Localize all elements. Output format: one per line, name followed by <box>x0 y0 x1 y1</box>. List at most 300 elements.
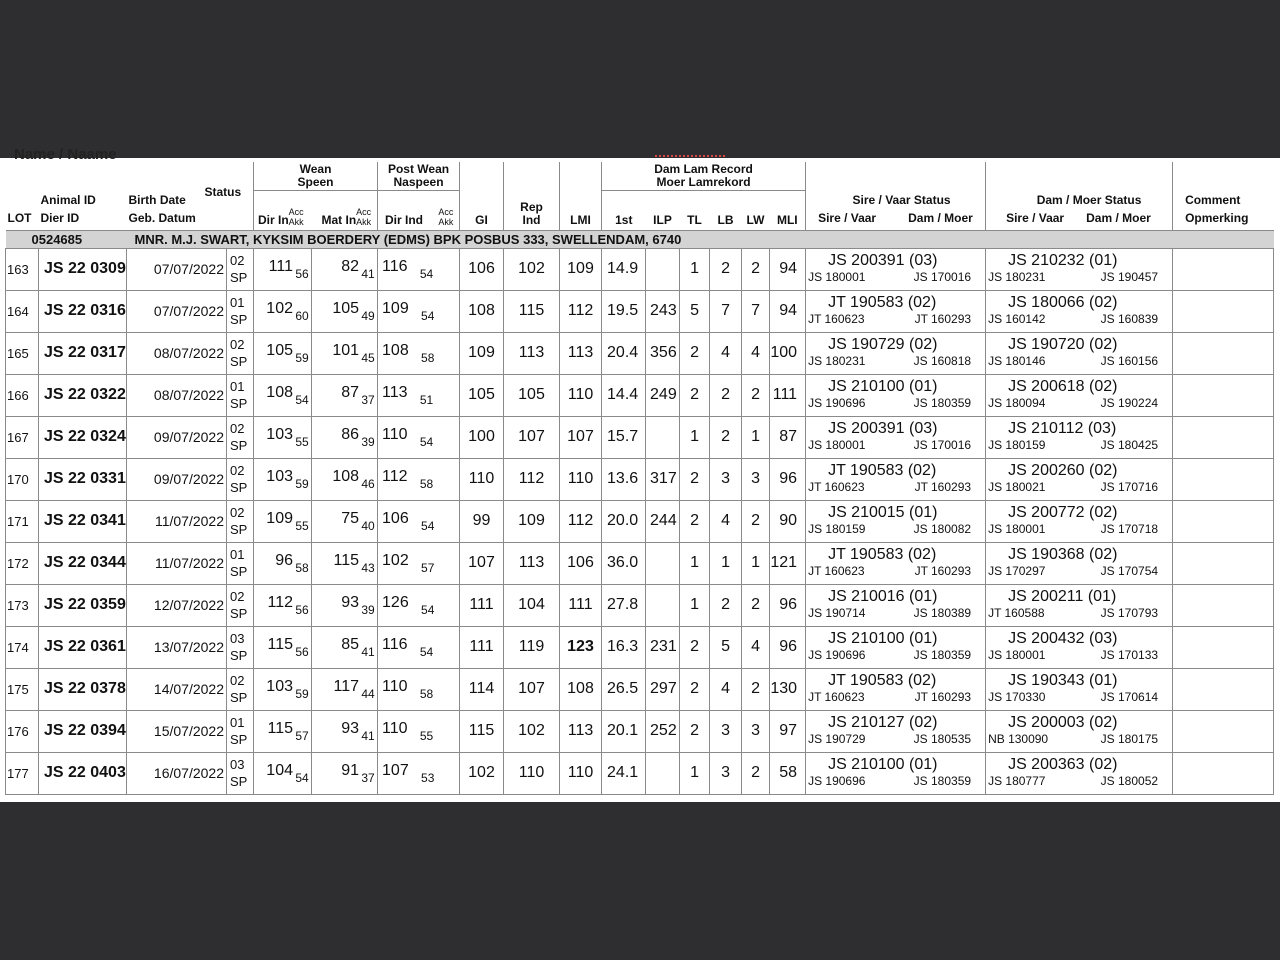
table-row <box>6 626 1274 668</box>
lmi-value: 112 <box>560 290 602 332</box>
dam-sire: JT 160588 <box>988 606 1045 620</box>
opmerking-header: Opmerking <box>1185 210 1249 225</box>
dam-tl: 2 <box>680 374 710 416</box>
speen-header: Speen <box>297 175 334 189</box>
comment-cell <box>1173 374 1274 416</box>
dam-pedigree <box>986 416 1173 458</box>
rep-ind-value: 115 <box>504 290 560 332</box>
dam-tl: 2 <box>680 332 710 374</box>
animal-id: JS 22 0317 <box>39 332 127 374</box>
post-wean-dir-ind: 116 54 <box>378 626 460 668</box>
dam-lw: 2 <box>742 374 770 416</box>
dam-dam: JS 170754 <box>1100 564 1159 578</box>
dam-pedigree <box>986 668 1173 710</box>
post-wean-dir-ind: 110 54 <box>378 416 460 458</box>
sire-dam: JT 160293 <box>914 312 972 326</box>
header-row-1 <box>6 162 1274 191</box>
dam-first: 19.5 <box>602 290 646 332</box>
comment-cell <box>1173 332 1274 374</box>
owner-code: 0524685 <box>6 230 127 248</box>
sire-pedigree <box>806 416 986 458</box>
dam-ilp <box>646 752 680 794</box>
dam-sire: JS 180159 <box>988 438 1046 452</box>
comment-cell <box>1173 710 1274 752</box>
dir-in-header: Dir In <box>258 212 289 227</box>
dam-first: 20.4 <box>602 332 646 374</box>
gi-header: GI <box>460 191 504 231</box>
gi-value: 108 <box>460 290 504 332</box>
dam-tl: 2 <box>680 710 710 752</box>
gi-value: 106 <box>460 248 504 290</box>
dam-status: JS 200363 (02) <box>1008 756 1118 773</box>
comment-cell <box>1173 248 1274 290</box>
dam-dam: JS 190457 <box>1100 270 1159 284</box>
dam-sire: JS 160142 <box>988 312 1046 326</box>
sire-status: JT 190583 (02) <box>828 672 937 689</box>
dam-status: JS 200772 (02) <box>1008 504 1118 521</box>
dam-mli: 58 <box>770 752 806 794</box>
sire-status-header: Sire / Vaar Status <box>852 192 951 207</box>
dam-mli: 111 <box>770 374 806 416</box>
dam-first: 20.1 <box>602 710 646 752</box>
sire-sire: JT 160623 <box>808 480 865 494</box>
comment-header: Comment <box>1185 192 1241 207</box>
dam-lb: 2 <box>710 248 742 290</box>
sire-pedigree <box>806 542 986 584</box>
dam-lam-record-header: Dam Lam Record <box>654 162 753 176</box>
status: 01 SP <box>227 374 254 416</box>
status: 02 SP <box>227 668 254 710</box>
birth-date-header: Birth Date <box>128 192 186 207</box>
sire-dam: JS 180359 <box>913 396 972 410</box>
wean-mat-in: 115 43 <box>312 542 378 584</box>
comment-cell <box>1173 290 1274 332</box>
wean-mat-in: 93 39 <box>312 584 378 626</box>
dam-dam: JS 180052 <box>1100 774 1159 788</box>
post-wean-dir-ind: 113 51 <box>378 374 460 416</box>
dam-status: JS 210232 (01) <box>1008 252 1118 269</box>
wean-mat-in: 75 40 <box>312 500 378 542</box>
dam-first: 14.9 <box>602 248 646 290</box>
dam-lw: 3 <box>742 710 770 752</box>
lmi-value: 111 <box>560 584 602 626</box>
wean-mat-in: 108 46 <box>312 458 378 500</box>
lot-number: 163 <box>6 248 39 290</box>
dam-lw: 4 <box>742 626 770 668</box>
lmi-value: 113 <box>560 710 602 752</box>
dam-sire: JS 180001 <box>988 522 1046 536</box>
gi-value: 109 <box>460 332 504 374</box>
dam-status: JS 190343 (01) <box>1008 672 1118 689</box>
table-row <box>6 710 1274 752</box>
table-row <box>6 542 1274 584</box>
dam-dam: JS 180425 <box>1100 438 1159 452</box>
wean-dir-in: 104 54 <box>254 752 312 794</box>
dam-lb: 2 <box>710 416 742 458</box>
birth-date: 16/07/2022 <box>127 752 227 794</box>
comment-cell <box>1173 752 1274 794</box>
rep-ind-value: 110 <box>504 752 560 794</box>
comment-cell <box>1173 668 1274 710</box>
wean-dir-in: 111 56 <box>254 248 312 290</box>
sire-dam: JT 160293 <box>914 690 972 704</box>
dam-sire: JS 180146 <box>988 354 1046 368</box>
dam-lb: 3 <box>710 710 742 752</box>
wean-mat-in: 87 37 <box>312 374 378 416</box>
dam-dam: JS 170718 <box>1100 522 1159 536</box>
post-wean-dir-ind: 112 58 <box>378 458 460 500</box>
lot-number: 177 <box>6 752 39 794</box>
sire-dam: JS 160818 <box>913 354 972 368</box>
post-wean-dir-ind: 107 53 <box>378 752 460 794</box>
dam-sire: NB 130090 <box>988 732 1049 746</box>
comment-cell <box>1173 458 1274 500</box>
sire-pedigree <box>806 374 986 416</box>
wean-dir-in: 115 56 <box>254 626 312 668</box>
rep-ind-value: 113 <box>504 542 560 584</box>
dam-ilp <box>646 248 680 290</box>
sire-status: JT 190583 (02) <box>828 462 937 479</box>
wean-dir-in: 103 59 <box>254 668 312 710</box>
dam-sire: JS 180001 <box>988 648 1046 662</box>
post-wean-dir-ind: 110 58 <box>378 668 460 710</box>
dam-pedigree <box>986 332 1173 374</box>
sire-sire: JT 160623 <box>808 312 865 326</box>
dam-pedigree <box>986 752 1173 794</box>
gi-value: 111 <box>460 584 504 626</box>
owner-row <box>6 230 1274 248</box>
birth-date: 09/07/2022 <box>127 416 227 458</box>
animal-id: JS 22 0378 <box>39 668 127 710</box>
table-row <box>6 248 1274 290</box>
dam-lw: 1 <box>742 416 770 458</box>
dam-status: JS 190368 (02) <box>1008 546 1118 563</box>
status: 03 SP <box>227 752 254 794</box>
dam-lw: 2 <box>742 584 770 626</box>
status: 01 SP <box>227 542 254 584</box>
wean-dir-in: 96 58 <box>254 542 312 584</box>
dam-mli: 90 <box>770 500 806 542</box>
birth-date: 07/07/2022 <box>127 290 227 332</box>
dam-tl: 1 <box>680 542 710 584</box>
birth-date: 08/07/2022 <box>127 374 227 416</box>
ilp-header: ILP <box>653 212 672 227</box>
sire-status: JS 210100 (01) <box>828 378 938 395</box>
owner-name: MNR. M.J. SWART, KYKSIM BOERDERY (EDMS) BPK POSBUS 333, SWELLENDAM, 6740 <box>127 230 1274 248</box>
dam-pedigree <box>986 542 1173 584</box>
dam-lw: 2 <box>742 248 770 290</box>
dam-first: 24.1 <box>602 752 646 794</box>
wean-dir-in: 103 59 <box>254 458 312 500</box>
gi-value: 111 <box>460 626 504 668</box>
wean-mat-in: 86 39 <box>312 416 378 458</box>
gi-value: 107 <box>460 542 504 584</box>
lot-number: 166 <box>6 374 39 416</box>
dam-pedigree <box>986 290 1173 332</box>
table-row <box>6 458 1274 500</box>
birth-date: 09/07/2022 <box>127 458 227 500</box>
dam-pedigree <box>986 248 1173 290</box>
table-row <box>6 374 1274 416</box>
birth-date: 08/07/2022 <box>127 332 227 374</box>
mat-in-header: Mat In <box>321 212 357 227</box>
sire-pedigree <box>806 668 986 710</box>
wean-dir-in: 102 60 <box>254 290 312 332</box>
sire-pedigree <box>806 458 986 500</box>
dam-lb: 4 <box>710 332 742 374</box>
catalogue-page <box>0 146 1280 802</box>
clipped-heading: Name / Naame <box>14 146 117 163</box>
dam-status: JS 200260 (02) <box>1008 462 1118 479</box>
lw-header: LW <box>746 212 765 227</box>
post-wean-dir-ind: 109 54 <box>378 290 460 332</box>
sire-dam: JS 180082 <box>913 522 972 536</box>
sire-pedigree <box>806 248 986 290</box>
sire-sire: JS 180001 <box>808 270 866 284</box>
dam-status: JS 180066 (02) <box>1008 294 1118 311</box>
dam-tl: 2 <box>680 500 710 542</box>
dam-dam: JS 180175 <box>1100 732 1159 746</box>
dam-dam: JS 170133 <box>1100 648 1159 662</box>
dam-mli: 96 <box>770 458 806 500</box>
dam-mli: 94 <box>770 290 806 332</box>
dam-ilp <box>646 416 680 458</box>
dam-ilp <box>646 542 680 584</box>
table-row <box>6 668 1274 710</box>
dam-mli: 121 <box>770 542 806 584</box>
wean-mat-in: 105 49 <box>312 290 378 332</box>
dam-sire: JS 180777 <box>988 774 1046 788</box>
status-header: Status <box>204 184 242 199</box>
lot-number: 165 <box>6 332 39 374</box>
rep-ind-value: 107 <box>504 416 560 458</box>
dam-first: 20.0 <box>602 500 646 542</box>
dam-status: JS 210112 (03) <box>1008 420 1117 437</box>
lmi-value: 106 <box>560 542 602 584</box>
lot-number: 175 <box>6 668 39 710</box>
gi-value: 100 <box>460 416 504 458</box>
rep-header: Rep <box>520 199 543 214</box>
dam-dam: JS 170716 <box>1100 480 1159 494</box>
table-row <box>6 332 1274 374</box>
dam-first: 16.3 <box>602 626 646 668</box>
table-row <box>6 584 1274 626</box>
dam-mli: 97 <box>770 710 806 752</box>
lmi-header: LMI <box>560 191 602 231</box>
sire-sire: JS 190696 <box>808 774 866 788</box>
lot-number: 172 <box>6 542 39 584</box>
sire-status: JS 210016 (01) <box>828 588 938 605</box>
animal-id: JS 22 0361 <box>39 626 127 668</box>
dam-ilp: 231 <box>646 626 680 668</box>
dam-tl: 1 <box>680 248 710 290</box>
lmi-value: 110 <box>560 458 602 500</box>
dam-lb: 2 <box>710 584 742 626</box>
dam-lb: 2 <box>710 374 742 416</box>
moer-lamrekord-header: Moer Lamrekord <box>656 175 751 189</box>
gi-value: 114 <box>460 668 504 710</box>
sire-status: JT 190583 (02) <box>828 294 937 311</box>
dam-sire: JS 170330 <box>988 690 1046 704</box>
animal-rows <box>6 248 1274 794</box>
wean-mat-in: 93 41 <box>312 710 378 752</box>
animal-id: JS 22 0394 <box>39 710 127 752</box>
sire-sire: JS 190696 <box>808 648 866 662</box>
gi-value: 102 <box>460 752 504 794</box>
sire-pedigree <box>806 710 986 752</box>
dam-status: JS 190720 (02) <box>1008 336 1118 353</box>
comment-cell <box>1173 626 1274 668</box>
gi-value: 110 <box>460 458 504 500</box>
sire-dam: JS 180389 <box>913 606 972 620</box>
dam-pedigree <box>986 710 1173 752</box>
dam-lb: 5 <box>710 626 742 668</box>
birth-date: 12/07/2022 <box>127 584 227 626</box>
dam-ilp: 243 <box>646 290 680 332</box>
lb-header: LB <box>717 212 734 227</box>
comment-cell <box>1173 500 1274 542</box>
rep-ind-value: 107 <box>504 668 560 710</box>
lot-table <box>5 162 1274 795</box>
sire-vaar-header: Sire / Vaar <box>818 210 877 225</box>
birth-date: 15/07/2022 <box>127 710 227 752</box>
wean-dir-in: 105 59 <box>254 332 312 374</box>
naspeen-header: Naspeen <box>393 175 444 189</box>
dam-sire: JS 180021 <box>988 480 1046 494</box>
dam-first: 26.5 <box>602 668 646 710</box>
sire-status: JS 190729 (02) <box>828 336 938 353</box>
wean-dir-in: 115 57 <box>254 710 312 752</box>
lot-header: LOT <box>7 210 32 225</box>
dam-pedigree <box>986 500 1173 542</box>
sire-dam: JS 180359 <box>913 774 972 788</box>
wean-dir-in: 109 55 <box>254 500 312 542</box>
dam-lb: 1 <box>710 542 742 584</box>
dam-lw: 2 <box>742 668 770 710</box>
dam-lb: 3 <box>710 458 742 500</box>
wean-mat-in: 82 41 <box>312 248 378 290</box>
dam-pedigree <box>986 584 1173 626</box>
status: 01 SP <box>227 710 254 752</box>
dam-tl: 2 <box>680 458 710 500</box>
dam-ilp: 252 <box>646 710 680 752</box>
post-wean-dir-ind: 102 57 <box>378 542 460 584</box>
status: 02 SP <box>227 248 254 290</box>
lot-number: 174 <box>6 626 39 668</box>
dam-tl: 5 <box>680 290 710 332</box>
comment-cell <box>1173 584 1274 626</box>
sire-status: JS 200391 (03) <box>828 420 938 437</box>
dam-status: JS 200618 (02) <box>1008 378 1118 395</box>
dam-first: 13.6 <box>602 458 646 500</box>
wean-dir-in: 112 56 <box>254 584 312 626</box>
dam-status: JS 200211 (01) <box>1008 588 1117 605</box>
dam-mli: 94 <box>770 248 806 290</box>
status: 02 SP <box>227 332 254 374</box>
wean-mat-in: 85 41 <box>312 626 378 668</box>
status: 03 SP <box>227 626 254 668</box>
dam-sire: JS 180094 <box>988 396 1046 410</box>
dam-tl: 1 <box>680 752 710 794</box>
sire-dam: JS 180535 <box>913 732 972 746</box>
comment-cell <box>1173 416 1274 458</box>
dam-lw: 2 <box>742 752 770 794</box>
post-wean-dir-ind: 106 54 <box>378 500 460 542</box>
wean-mat-in: 101 45 <box>312 332 378 374</box>
table-row <box>6 290 1274 332</box>
lot-number: 170 <box>6 458 39 500</box>
dam-sire: JS 180231 <box>988 270 1046 284</box>
dier-id-header: Dier ID <box>40 210 80 225</box>
animal-id: JS 22 0344 <box>39 542 127 584</box>
dam-pedigree <box>986 458 1173 500</box>
dam-ilp: 356 <box>646 332 680 374</box>
birth-date: 11/07/2022 <box>127 500 227 542</box>
dam-ilp: 297 <box>646 668 680 710</box>
dam-tl: 2 <box>680 626 710 668</box>
dam-dam: JS 170614 <box>1100 690 1159 704</box>
geb-datum-header: Geb. Datum <box>128 210 196 225</box>
sire-status: JS 210100 (01) <box>828 756 938 773</box>
dam-pedigree <box>986 626 1173 668</box>
sire-dam-moer-header: Dam / Moer <box>908 210 973 225</box>
wean-dir-in: 103 55 <box>254 416 312 458</box>
sire-status: JT 190583 (02) <box>828 546 937 563</box>
post-wean-dir-ind: 108 58 <box>378 332 460 374</box>
tl-header: TL <box>687 212 702 227</box>
dam-lw: 3 <box>742 458 770 500</box>
sire-sire: JS 190729 <box>808 732 866 746</box>
lot-number: 164 <box>6 290 39 332</box>
rep-ind-value: 113 <box>504 332 560 374</box>
dam-dam: JS 190224 <box>1100 396 1159 410</box>
rep-ind-value: 119 <box>504 626 560 668</box>
dam-first: 15.7 <box>602 416 646 458</box>
dam-tl: 1 <box>680 416 710 458</box>
table-row <box>6 752 1274 794</box>
post-wean-dir-ind: 116 54 <box>378 248 460 290</box>
dam-mli: 100 <box>770 332 806 374</box>
comment-cell <box>1173 542 1274 584</box>
sire-pedigree <box>806 584 986 626</box>
first-header: 1st <box>602 191 646 231</box>
lot-number: 173 <box>6 584 39 626</box>
animal-id: JS 22 0316 <box>39 290 127 332</box>
rep-ind-value: 102 <box>504 710 560 752</box>
dam-ilp: 244 <box>646 500 680 542</box>
sire-dam: JS 170016 <box>913 438 972 452</box>
dam-lw: 2 <box>742 500 770 542</box>
dam-dam: JS 160156 <box>1100 354 1159 368</box>
wean-mat-in: 117 44 <box>312 668 378 710</box>
sire-sire: JS 180159 <box>808 522 866 536</box>
birth-date: 13/07/2022 <box>127 626 227 668</box>
animal-id-header: Animal ID <box>40 192 96 207</box>
lmi-value: 107 <box>560 416 602 458</box>
animal-id: JS 22 0322 <box>39 374 127 416</box>
post-wean-dir-ind: 110 55 <box>378 710 460 752</box>
dam-lw: 1 <box>742 542 770 584</box>
clipped-red-mark <box>655 155 725 161</box>
sire-status: JS 210127 (02) <box>828 714 938 731</box>
dam-ilp: 249 <box>646 374 680 416</box>
status: 02 SP <box>227 416 254 458</box>
dam-sire-vaar-header: Sire / Vaar <box>1006 210 1065 225</box>
rep-ind-value: 109 <box>504 500 560 542</box>
dam-ilp: 317 <box>646 458 680 500</box>
sire-pedigree <box>806 626 986 668</box>
animal-id: JS 22 0331 <box>39 458 127 500</box>
